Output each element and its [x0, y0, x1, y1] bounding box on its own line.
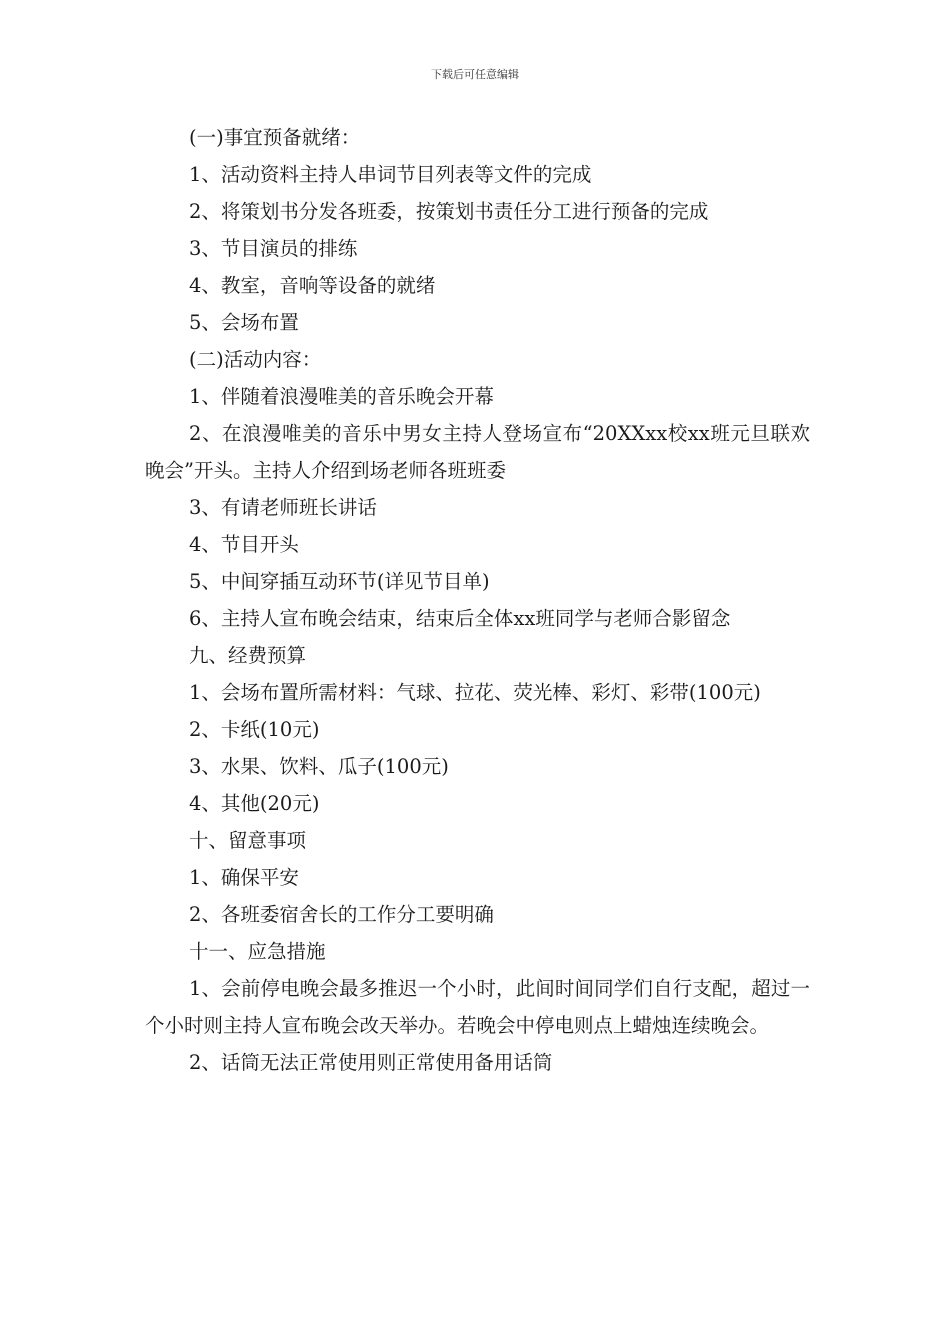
list-item: 1、会前停电晚会最多推迟一个小时，此间时间同学们自行支配，超过一个小时则主持人宣布晚会改天举办。若晚会中停电则点上蜡烛连续晚会。	[145, 977, 810, 1037]
document-body	[145, 119, 810, 1081]
list-item: 1、确保平安	[189, 866, 299, 889]
list-item: 6、主持人宣布晚会结束，结束后全体xx班同学与老师合影留念	[189, 607, 731, 630]
list-item: 2、卡纸(10元)	[189, 718, 320, 741]
list-item: 3、水果、饮料、瓜子(100元)	[189, 755, 449, 778]
list-item: 3、有请老师班长讲话	[189, 496, 377, 519]
list-item: 2、在浪漫唯美的音乐中男女主持人登场宣布“20XXxx校xx班元旦联欢晚会”开头。主持人介绍到场老师各班班委	[145, 422, 810, 482]
list-item: 5、会场布置	[189, 311, 299, 334]
section-heading-emergency: 十一、应急措施	[189, 940, 326, 963]
section-heading-activity-content: (二)活动内容：	[189, 348, 322, 371]
section-heading-preparation: (一)事宜预备就绪：	[189, 126, 361, 149]
list-item: 2、将策划书分发各班委，按策划书责任分工进行预备的完成	[189, 200, 709, 223]
list-item: 2、话筒无法正常使用则正常使用备用话筒	[189, 1051, 553, 1074]
list-item: 3、节目演员的排练	[189, 237, 358, 260]
section-heading-notes: 十、留意事项	[189, 829, 307, 852]
list-item: 4、节目开头	[189, 533, 299, 556]
list-item: 4、教室，音响等设备的就绪	[189, 274, 436, 297]
list-item: 2、各班委宿舍长的工作分工要明确	[189, 903, 494, 926]
section-heading-budget: 九、经费预算	[189, 644, 307, 667]
list-item: 5、中间穿插互动环节(详见节目单)	[189, 570, 490, 593]
list-item: 4、其他(20元)	[189, 792, 320, 815]
page-header: 下载后可任意编辑	[431, 68, 519, 81]
list-item: 1、会场布置所需材料：气球、拉花、荧光棒、彩灯、彩带(100元)	[189, 681, 761, 704]
list-item: 1、活动资料主持人串词节目列表等文件的完成	[189, 163, 592, 186]
list-item: 1、伴随着浪漫唯美的音乐晚会开幕	[189, 385, 494, 408]
